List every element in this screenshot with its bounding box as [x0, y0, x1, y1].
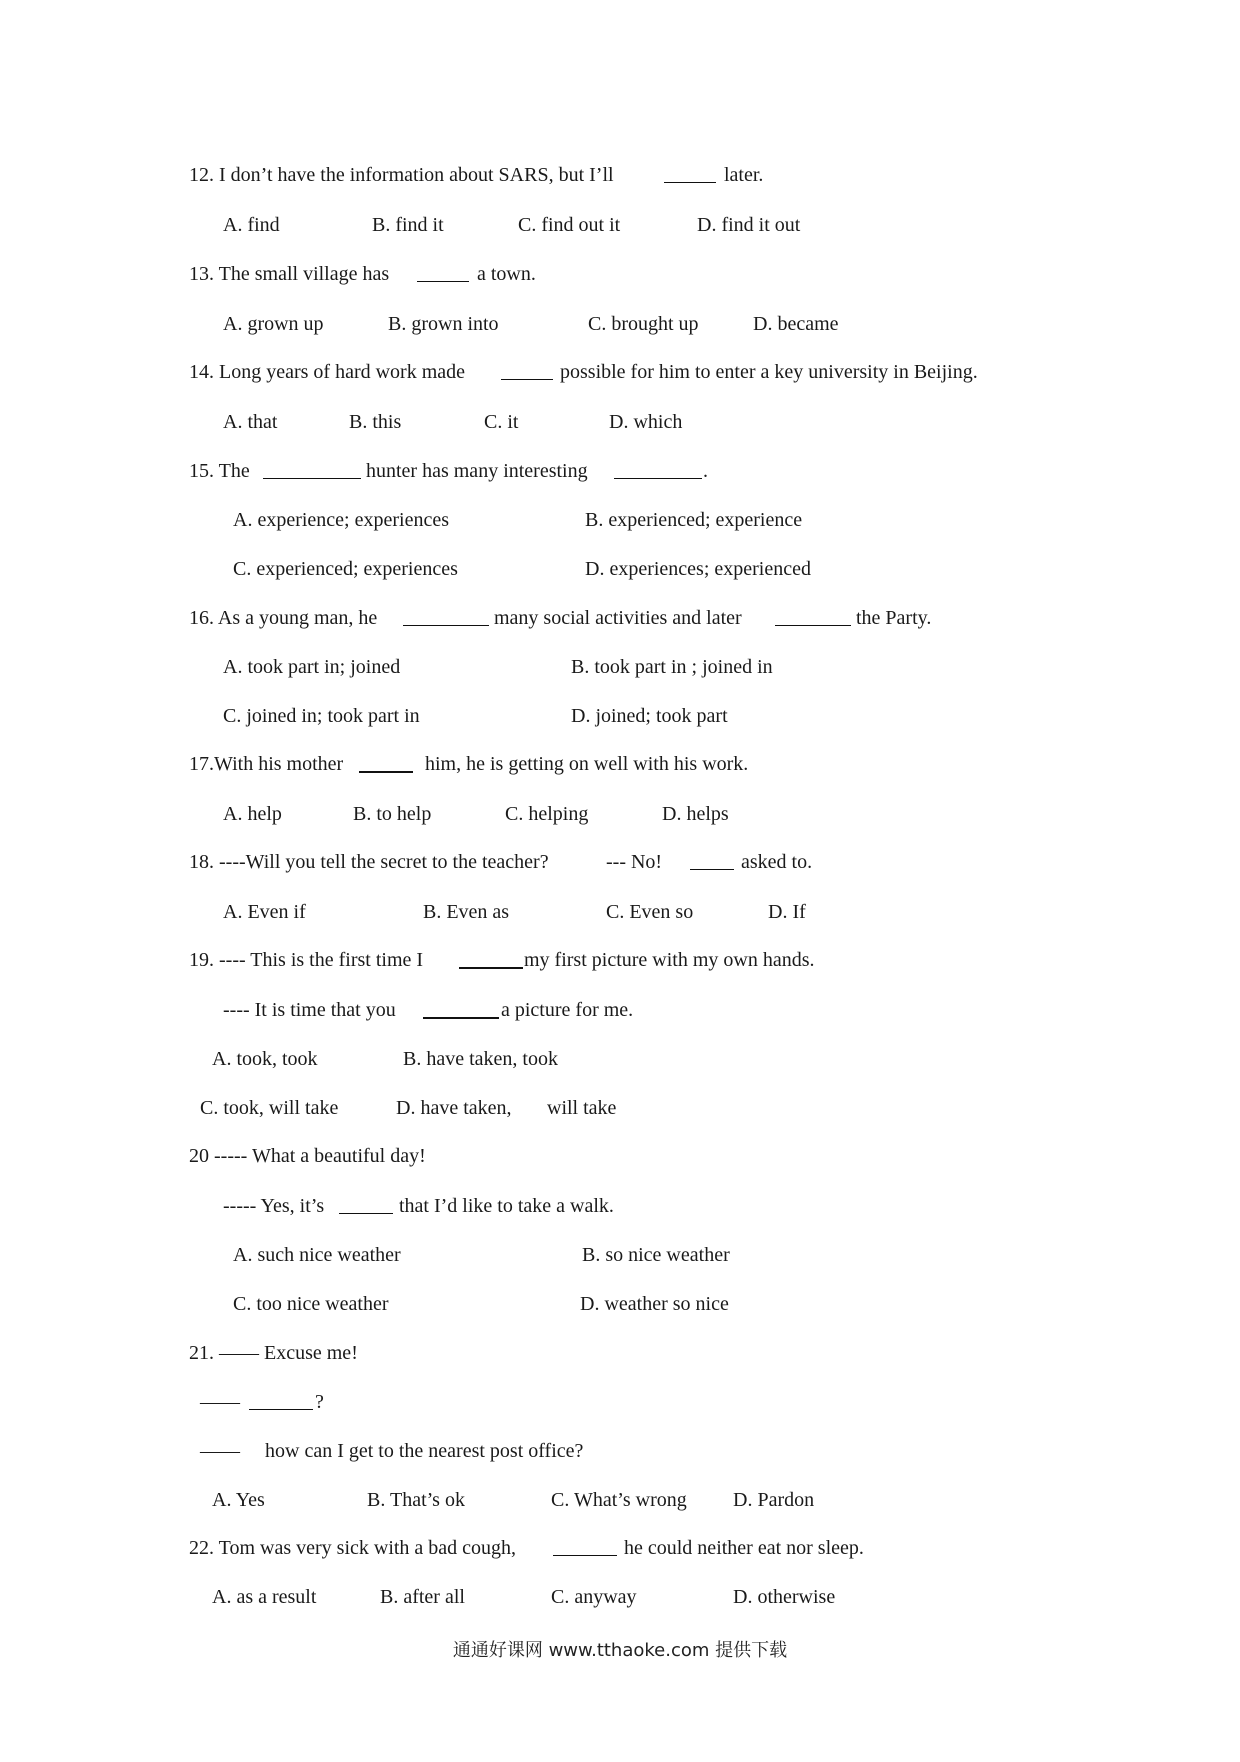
- option-b: B. That’s ok: [367, 1489, 465, 1511]
- option-d: D. find it out: [697, 214, 801, 236]
- option-c: C. helping: [505, 803, 589, 825]
- question-19-options-row2: [0, 1093, 1240, 1123]
- answer-blank: [417, 259, 469, 282]
- option-a: A. experience; experiences: [233, 509, 449, 531]
- option-d: D. otherwise: [733, 1586, 836, 1608]
- question-19-stem: 19. ---- This is the first time I my first picture with my own hands.: [0, 945, 1240, 975]
- option-a: A. such nice weather: [233, 1244, 401, 1266]
- option-b: B. so nice weather: [582, 1244, 730, 1266]
- answer-blank: [403, 603, 489, 626]
- question-22-options: [0, 1582, 1240, 1612]
- question-20-response: ----- Yes, it’s that I’d like to take a walk.: [0, 1191, 1240, 1221]
- option-a: A. took part in; joined: [223, 656, 401, 678]
- question-18-options: [0, 897, 1240, 927]
- answer-blank: [263, 456, 361, 479]
- option-b: B. took part in ; joined in: [571, 656, 773, 678]
- option-c: C. brought up: [588, 313, 699, 335]
- answer-blank: [664, 160, 716, 183]
- option-b: B. this: [349, 411, 402, 433]
- question-21-response: —— ?: [0, 1387, 1240, 1417]
- answer-blank: [553, 1533, 617, 1556]
- option-b: B. grown into: [388, 313, 499, 335]
- question-22-stem: 22. Tom was very sick with a bad cough, he could neither eat nor sleep.: [0, 1533, 1240, 1563]
- question-13-stem: 13. The small village has a town.: [0, 259, 1240, 289]
- question-19-response: ---- It is time that you a picture for me.: [0, 995, 1240, 1025]
- option-d: D. joined; took part: [571, 705, 728, 727]
- option-a: A. Even if: [223, 901, 306, 923]
- question-14-stem: 14. Long years of hard work made possible for him to enter a key university in Beijing.: [0, 357, 1240, 387]
- question-12-options: [0, 210, 1240, 240]
- answer-blank: [501, 357, 553, 380]
- option-d: D. Pardon: [733, 1489, 815, 1511]
- option-c: C. Even so: [606, 901, 694, 923]
- option-d: D. If: [768, 901, 806, 923]
- question-17-stem: 17.With his mother him, he is getting on well with his work.: [0, 749, 1240, 779]
- option-b: B. have taken, took: [403, 1048, 558, 1070]
- option-a: A. as a result: [212, 1586, 317, 1608]
- question-21-stem: 21. —— Excuse me!: [189, 1342, 358, 1364]
- option-b: B. find it: [372, 214, 444, 236]
- option-c: C. What’s wrong: [551, 1489, 687, 1511]
- question-17-options: [0, 799, 1240, 829]
- answer-blank: [775, 603, 851, 626]
- option-d: D. have taken,: [396, 1097, 512, 1119]
- question-16-options-row1: [0, 652, 1240, 682]
- option-d: D. which: [609, 411, 683, 433]
- question-21-options: [0, 1485, 1240, 1515]
- question-15-stem: 15. The hunter has many interesting .: [0, 456, 1240, 486]
- question-14-options: [0, 407, 1240, 437]
- answer-blank: [423, 995, 499, 1019]
- option-b: B. after all: [380, 1586, 465, 1608]
- option-a: A. grown up: [223, 313, 324, 335]
- option-c: C. joined in; took part in: [223, 705, 420, 727]
- option-c: C. find out it: [518, 214, 621, 236]
- question-18-stem: 18. ----Will you tell the secret to the teacher? --- No! asked to.: [0, 847, 1240, 877]
- question-16-options-row2: [0, 701, 1240, 731]
- question-21-reply: —— how can I get to the nearest post office?: [200, 1440, 584, 1462]
- answer-blank: [614, 456, 702, 479]
- option-c: C. anyway: [551, 1586, 637, 1608]
- question-12-stem: 12. I don’t have the information about SARS, but I’ll later.: [0, 160, 1240, 190]
- answer-blank: [359, 749, 413, 773]
- option-c: C. experienced; experiences: [233, 558, 458, 580]
- option-d: D. helps: [662, 803, 729, 825]
- option-a: A. find: [223, 214, 280, 236]
- question-16-stem: 16. As a young man, he many social activities and later the Party.: [0, 603, 1240, 633]
- question-15-options-row2: [0, 554, 1240, 584]
- answer-blank: [249, 1387, 313, 1410]
- option-d: D. weather so nice: [580, 1293, 729, 1315]
- question-20-stem: 20 ----- What a beautiful day!: [189, 1145, 426, 1167]
- answer-blank: [459, 945, 523, 969]
- answer-blank: [690, 847, 734, 870]
- question-20-options-row1: [0, 1240, 1240, 1270]
- option-d: D. became: [753, 313, 839, 335]
- option-b: B. Even as: [423, 901, 510, 923]
- option-a: A. took, took: [212, 1048, 318, 1070]
- option-c: C. too nice weather: [233, 1293, 389, 1315]
- answer-blank: [339, 1191, 393, 1214]
- question-20-options-row2: [0, 1289, 1240, 1319]
- option-c: C. it: [484, 411, 519, 433]
- option-a: A. help: [223, 803, 282, 825]
- question-15-options-row1: [0, 505, 1240, 535]
- question-19-options-row1: [0, 1044, 1240, 1074]
- question-13-options: [0, 309, 1240, 339]
- option-a: A. Yes: [212, 1489, 265, 1511]
- page-footer: 通通好课网 www.tthaoke.com 提供下载: [452, 1640, 788, 1661]
- option-d-continued: will take: [547, 1097, 617, 1119]
- option-b: B. experienced; experience: [585, 509, 803, 531]
- option-b: B. to help: [353, 803, 432, 825]
- option-d: D. experiences; experienced: [585, 558, 811, 580]
- option-a: A. that: [223, 411, 278, 433]
- option-c: C. took, will take: [200, 1097, 339, 1119]
